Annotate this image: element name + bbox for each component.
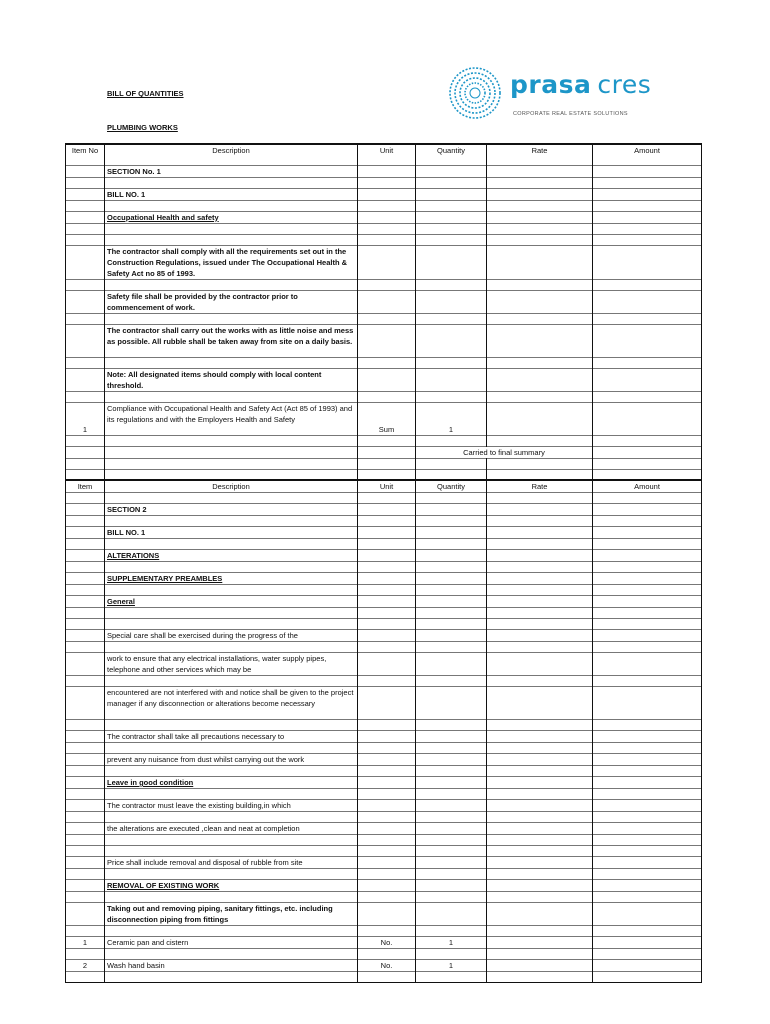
table-row xyxy=(66,687,702,720)
logo-tagline: CORPORATE REAL ESTATE SOLUTIONS xyxy=(513,111,628,117)
table-row xyxy=(66,960,702,972)
item-unit: No. xyxy=(358,937,416,949)
bill-heading: BILL NO. 1 xyxy=(105,188,358,200)
table-row xyxy=(66,245,702,279)
item-rate xyxy=(487,960,593,972)
table-row xyxy=(66,165,702,177)
section-heading: SECTION 2 xyxy=(105,504,358,516)
item-number: 2 xyxy=(66,960,105,972)
preambles-heading: SUPPLEMENTARY PREAMBLES xyxy=(105,573,358,585)
removal-heading: REMOVAL OF EXISTING WORK xyxy=(105,880,358,892)
preamble-line: The contractor shall take all precautions necessary to xyxy=(105,731,358,743)
item-quantity: 1 xyxy=(416,960,487,972)
col-description: Description xyxy=(105,144,358,165)
table-row xyxy=(66,880,702,892)
table-row xyxy=(66,823,702,835)
item-unit: No. xyxy=(358,960,416,972)
col-rate: Rate xyxy=(487,144,593,165)
preamble-line: Special care shall be exercised during the progress of the xyxy=(105,630,358,642)
col-rate: Rate xyxy=(487,480,593,493)
table-row xyxy=(66,402,702,435)
logo-wordmark: prasa cres xyxy=(510,70,652,99)
table-row xyxy=(66,188,702,200)
table-header xyxy=(66,480,702,493)
item-quantity: 1 xyxy=(416,937,487,949)
col-description: Description xyxy=(105,480,358,493)
preamble-line: encountered are not interfered with and notice shall be given to the project manager if any disconnection or alterations become necessary xyxy=(105,687,358,720)
item-number: 1 xyxy=(66,402,105,435)
table-row xyxy=(66,290,702,313)
item-quantity: 1 xyxy=(416,402,487,435)
preamble-line: prevent any nuisance from dust whilst carrying out the work xyxy=(105,754,358,766)
table-row xyxy=(66,937,702,949)
table-row xyxy=(66,800,702,812)
table-row xyxy=(66,527,702,539)
table-row xyxy=(66,211,702,223)
bill-of-quantities-table xyxy=(65,143,702,983)
leave-good-heading: Leave in good condition xyxy=(105,777,358,789)
col-amount: Amount xyxy=(593,480,702,493)
table-row xyxy=(66,324,702,357)
removal-description: Taking out and removing piping, sanitary fittings, etc. including disconnection piping from fittings xyxy=(105,903,358,926)
col-amount: Amount xyxy=(593,144,702,165)
preamble-line: the alterations are executed ,clean and neat at completion xyxy=(105,823,358,835)
table-row xyxy=(66,504,702,516)
item-rate xyxy=(487,937,593,949)
table-row xyxy=(66,754,702,766)
preamble-line: work to ensure that any electrical installations, water supply pipes, telephone and other services which may be xyxy=(105,653,358,676)
col-quantity: Quantity xyxy=(416,144,487,165)
general-heading: General xyxy=(105,596,358,608)
col-item-no: Item No xyxy=(66,144,105,165)
preamble-line: Price shall include removal and disposal of rubble from site xyxy=(105,857,358,869)
item-description: Ceramic pan and cistern xyxy=(105,937,358,949)
col-quantity: Quantity xyxy=(416,480,487,493)
alterations-heading: ALTERATIONS xyxy=(105,550,358,562)
ohs-heading: Occupational Health and safety xyxy=(105,211,358,223)
ohs-clause-1: The contractor shall comply with all the requirements set out in the Construction Regulations, issued under The Occupational Health & Safety Act no 85 of 1993. xyxy=(105,245,358,279)
prasa-cres-logo xyxy=(448,66,652,126)
prasa-swirl-icon xyxy=(448,66,502,120)
table-row xyxy=(66,857,702,869)
item-amount xyxy=(593,960,702,972)
ohs-clause-2: Safety file shall be provided by the contractor prior to commencement of work. xyxy=(105,290,358,313)
section-heading: SECTION No. 1 xyxy=(105,165,358,177)
item-amount xyxy=(593,937,702,949)
document-title: BILL OF QUANTITIES xyxy=(107,89,184,98)
table-row xyxy=(66,653,702,676)
carried-to-summary: Carried to final summary xyxy=(416,446,593,458)
preamble-line: The contractor must leave the existing building,in which xyxy=(105,800,358,812)
col-unit: Unit xyxy=(358,144,416,165)
ohs-note: Note: All designated items should comply with local content threshold. xyxy=(105,368,358,391)
table-row xyxy=(66,446,702,458)
bill-heading: BILL NO. 1 xyxy=(105,527,358,539)
table-row xyxy=(66,903,702,926)
table-header xyxy=(66,144,702,165)
document-subtitle: PLUMBING WORKS xyxy=(107,123,178,132)
item-description: Wash hand basin xyxy=(105,960,358,972)
table-row xyxy=(66,573,702,585)
item-amount xyxy=(593,402,702,435)
table-row xyxy=(66,777,702,789)
item-rate xyxy=(487,402,593,435)
table-row xyxy=(66,368,702,391)
item-number: 1 xyxy=(66,937,105,949)
table-row xyxy=(66,630,702,642)
table-row xyxy=(66,550,702,562)
item-unit: Sum xyxy=(358,402,416,435)
table-row xyxy=(66,596,702,608)
ohs-clause-3: The contractor shall carry out the works with as little noise and mess as possible. All rubble shall be taken away from site on a daily basis. xyxy=(105,324,358,357)
col-item: Item xyxy=(66,480,105,493)
col-unit: Unit xyxy=(358,480,416,493)
table-row xyxy=(66,731,702,743)
item-description: Compliance with Occupational Health and Safety Act (Act 85 of 1993) and its regulations and with the Employers Health and Safety xyxy=(105,402,358,435)
